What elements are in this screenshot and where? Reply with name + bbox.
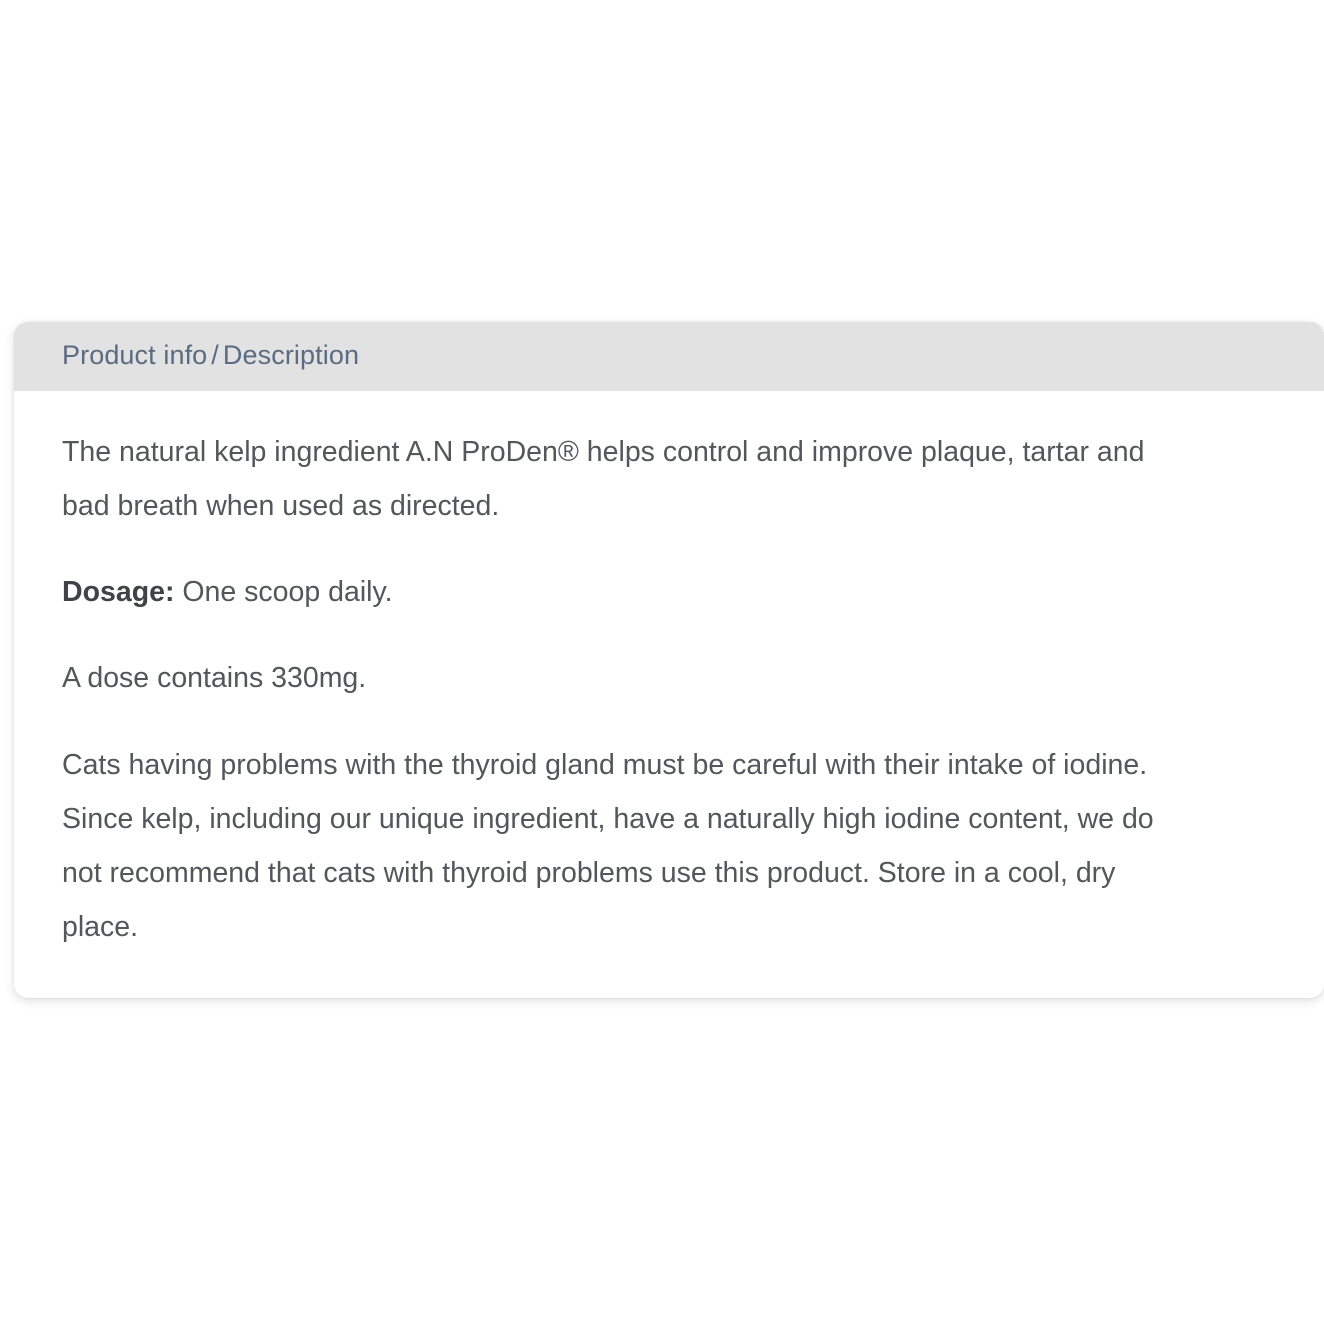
dose-amount-paragraph: A dose contains 330mg. <box>62 662 367 695</box>
dosage-value: One scoop daily. <box>182 576 393 609</box>
description-intro-paragraph: The natural kelp ingredient A.N ProDen® helps control and improve plaque, tartar and bad breath when used as directed. <box>62 436 1145 523</box>
breadcrumb-separator: / <box>211 340 219 370</box>
dosage-label: Dosage: <box>62 576 175 609</box>
dosage-paragraph <box>62 565 1192 619</box>
card-body <box>14 391 1324 998</box>
card-header <box>14 322 1324 391</box>
breadcrumb-item-product-info[interactable]: Product info <box>62 340 208 370</box>
breadcrumb <box>62 342 1324 369</box>
product-info-card <box>14 322 1324 998</box>
thyroid-warning-paragraph: Cats having problems with the thyroid gland must be careful with their intake of iodine. Since kelp, including our unique ingredient, have a naturally high iodine content, we do not recommend that cats with thyroid problems use this product. Store in a cool, dry place. <box>62 748 1154 943</box>
breadcrumb-item-description[interactable]: Description <box>222 340 360 370</box>
